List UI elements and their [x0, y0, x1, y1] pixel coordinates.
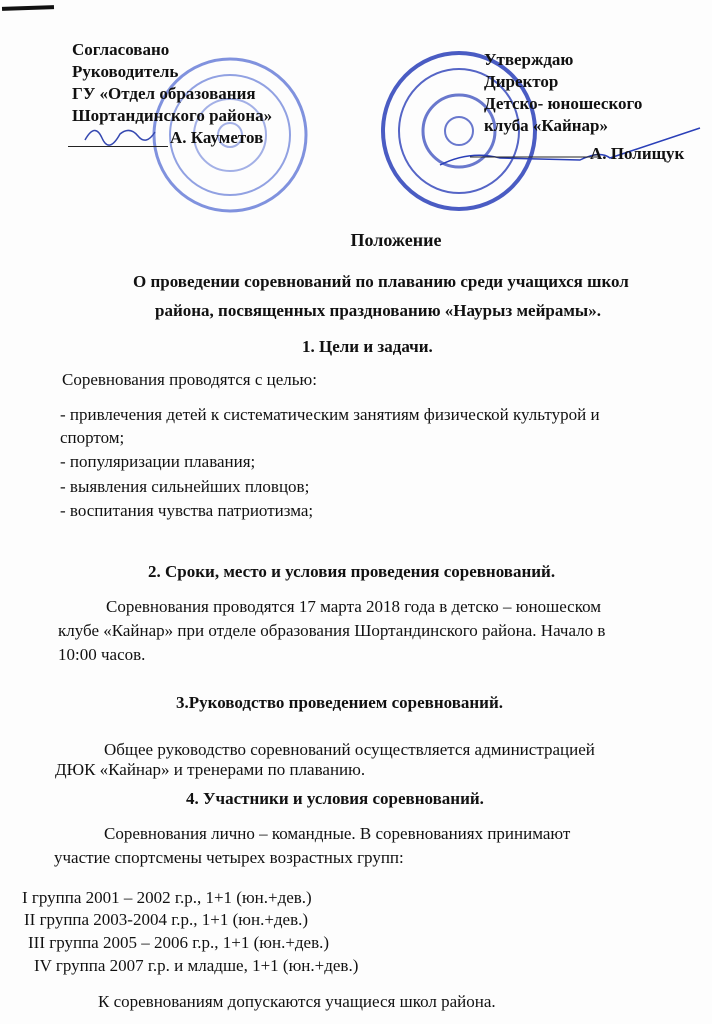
section-heading: 1. Цели и задачи.: [302, 337, 433, 356]
paragraph-line: 10:00 часов.: [58, 645, 146, 664]
list-item: - популяризации плавания;: [60, 452, 256, 471]
document-title: Положение: [350, 230, 442, 250]
list-item: спортом;: [60, 428, 125, 447]
approval-line: Утверждаю: [484, 50, 574, 69]
list-item: - выявления сильнейших пловцов;: [60, 477, 310, 496]
paragraph: Соревнования проводятся с целью:: [62, 370, 317, 389]
subtitle-line: О проведении соревнований по плаванию среди учащихся школ: [133, 272, 629, 291]
approval-line: Директор: [484, 72, 559, 91]
group-item: II группа 2003-2004 г.р., 1+1 (юн.+дев.): [24, 910, 309, 929]
subtitle-line: района, посвященных празднованию «Наурыз мейрамы».: [155, 301, 601, 320]
paragraph-line: Соревнования лично – командные. В соревнованиях принимают: [104, 824, 571, 843]
approval-line: клуба «Кайнар»: [484, 116, 609, 135]
group-item: IV группа 2007 г.р. и младше, 1+1 (юн.+дев.): [34, 956, 359, 975]
group-item: III группа 2005 – 2006 г.р., 1+1 (юн.+дев.): [28, 933, 330, 952]
section-heading: 3.Руководство проведением соревнований.: [176, 693, 504, 712]
approval-line: Согласовано: [72, 40, 170, 59]
paragraph-line: ДЮК «Кайнар» и тренерами по плаванию.: [55, 760, 366, 779]
approval-line: Детско- юношеского: [484, 94, 643, 113]
paragraph-line: Соревнования проводятся 17 марта 2018 года в детско – юношеском: [106, 597, 602, 616]
approval-line: Шортандинского района»: [72, 106, 273, 125]
list-item: - воспитания чувства патриотизма;: [60, 501, 314, 520]
paragraph-line: клубе «Кайнар» при отделе образования Шортандинского района. Начало в: [58, 621, 606, 640]
list-item: - привлечения детей к систематическим занятиям физической культурой и: [60, 405, 600, 424]
paragraph-line: участие спортсмены четырех возрастных групп:: [54, 848, 404, 867]
section-heading: 2. Сроки, место и условия проведения соревнований.: [148, 562, 556, 581]
scan-mark: [2, 5, 54, 11]
signatory-name: А. Кауметов: [170, 128, 264, 147]
signatory-name: А. Полищук: [590, 144, 685, 163]
group-item: I группа 2001 – 2002 г.р., 1+1 (юн.+дев.): [22, 888, 312, 907]
approval-line: ГУ «Отдел образования: [72, 84, 256, 103]
section-heading: 4. Участники и условия соревнований.: [186, 789, 484, 808]
approval-line: Руководитель: [72, 62, 179, 81]
paragraph-line: Общее руководство соревнований осуществляется администрацией: [104, 740, 595, 759]
signature-left: [80, 120, 160, 150]
paragraph-line: К соревнованиям допускаются учащиеся школ района.: [98, 992, 496, 1011]
